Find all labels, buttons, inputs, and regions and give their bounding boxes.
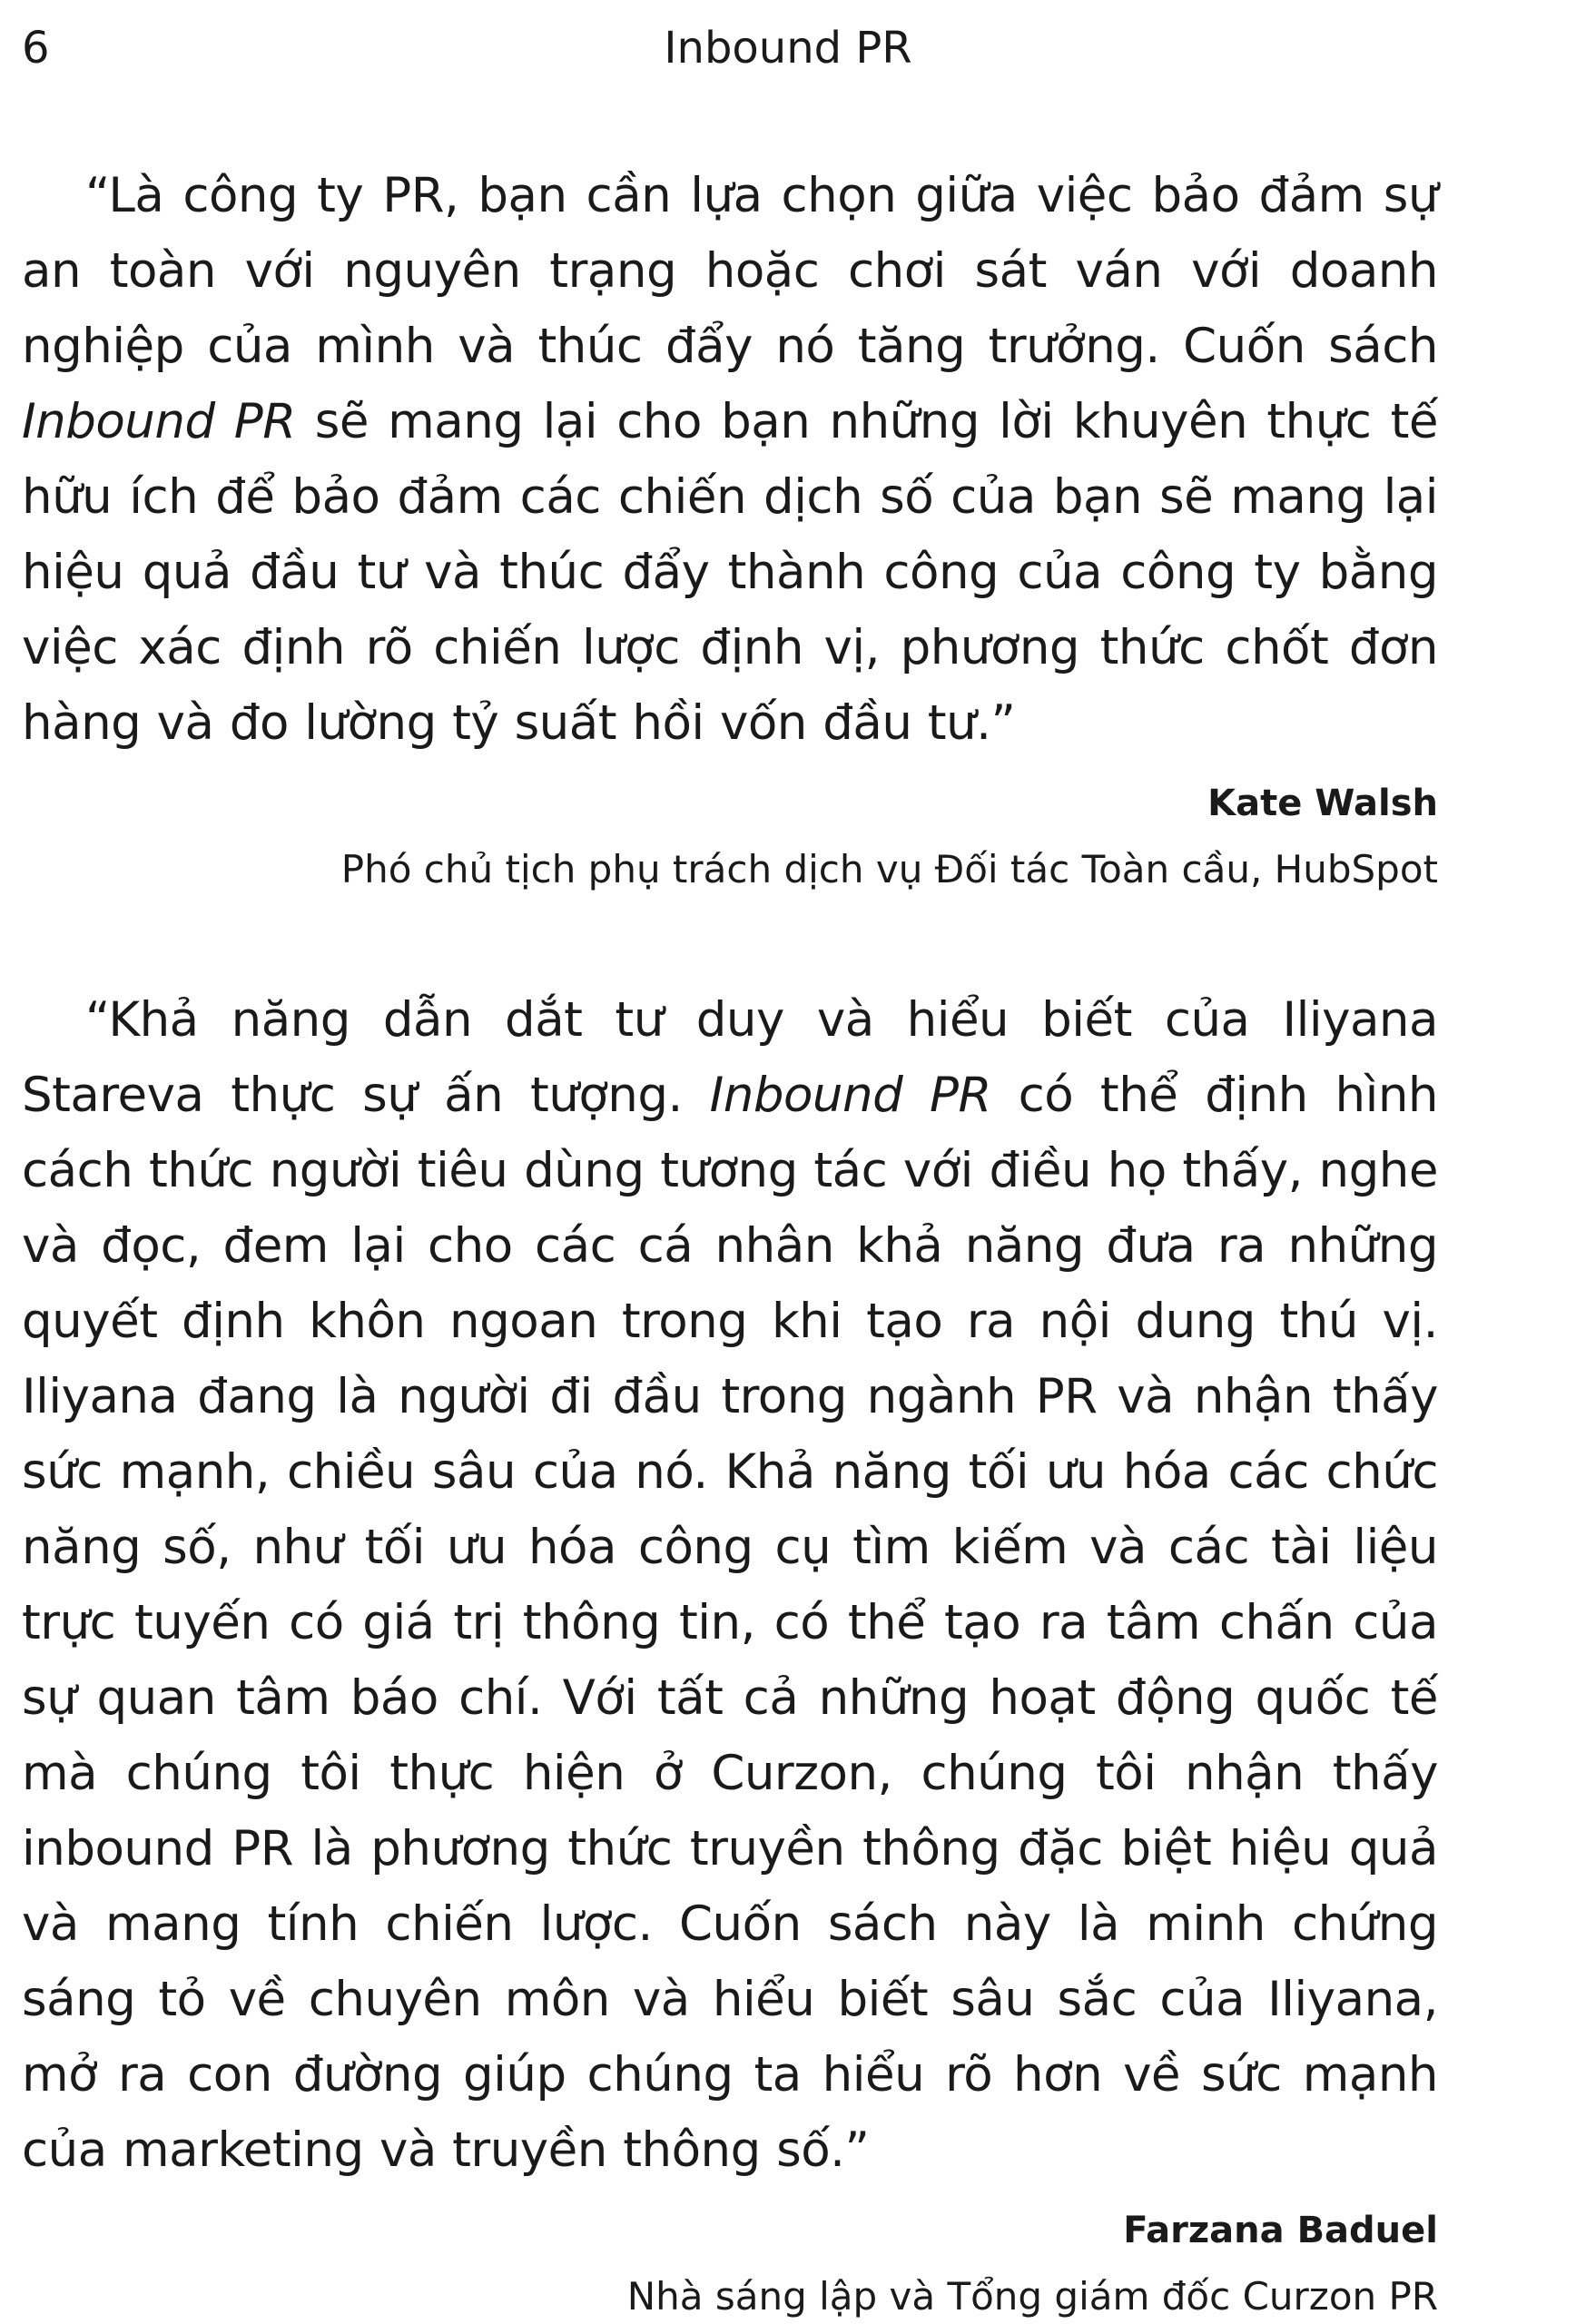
testimonial-quote (22, 158, 1438, 761)
quote-text: “Khả năng dẫn dắt tư duy và hiểu biết của Iliyana Stareva thực sự ấn tượng. (22, 992, 1438, 1123)
testimonial-farzana-baduel (22, 982, 1438, 2324)
book-title-italic: Inbound PR (709, 1068, 991, 1123)
quote-text: có thể định hình cách thức người tiêu dùng tương tác với điều họ thấy, nghe và đọc, đem lại cho các cá nhân khả năng đưa ra những quyết định khôn ngoan trong khi tạo ra nội dung thú vị. Iliyana đang là người đi đầu trong ngành PR và nhận thấy sức mạnh, chiều sâu của nó. Khả năng tối ưu hóa các chức năng số, như tối ưu hóa công cụ tìm kiếm và các tài liệu trực tuyến có giá trị thông tin, có thể tạo ra tâm chấn của sự quan tâm báo chí. Với tất cả những hoạt động quốc tế mà chúng tôi thực hiện ở Curzon, chúng tôi nhận thấy inbound PR là phương thức truyền thông đặc biệt hiệu quả và mang tính chiến lược. Cuốn sách này là minh chứng sáng tỏ về chuyên môn và hiểu biết sâu sắc của Iliyana, mở ra con đường giúp chúng ta hiểu rõ hơn về sức mạnh của marketing và truyền thông số.” (22, 1068, 1439, 2178)
quote-text: “Là công ty PR, bạn cần lựa chọn giữa việc bảo đảm sự an toàn với nguyên trạng hoặc chơi sát ván với doanh nghiệp của mình và thúc đẩy nó tăng trưởng. Cuốn sách (22, 168, 1438, 374)
testimonial-author: Kate Walsh (1207, 783, 1438, 824)
testimonial-author: Farzana Baduel (1123, 2210, 1438, 2251)
book-title-italic: Inbound PR (22, 394, 296, 449)
testimonial-kate-walsh (22, 158, 1438, 897)
page-number: 6 (22, 23, 50, 74)
running-title: Inbound PR (664, 23, 912, 74)
testimonial-affiliation: Phó chủ tịch phụ trách dịch vụ Đối tác Toàn cầu, HubSpot (340, 847, 1438, 891)
quote-text: sẽ mang lại cho bạn những lời khuyên thực tế hữu ích để bảo đảm các chiến dịch số của bạn sẽ mang lại hiệu quả đầu tư và thúc đẩy thành công của công ty bằng việc xác định rõ chiến lược định vị, phương thức chốt đơn hàng và đo lường tỷ suất hồi vốn đầu tư.” (22, 394, 1438, 751)
testimonial-affiliation: Nhà sáng lập và Tổng giám đốc Curzon PR (626, 2274, 1438, 2319)
testimonial-quote (22, 982, 1438, 2188)
page-header (0, 16, 1576, 80)
